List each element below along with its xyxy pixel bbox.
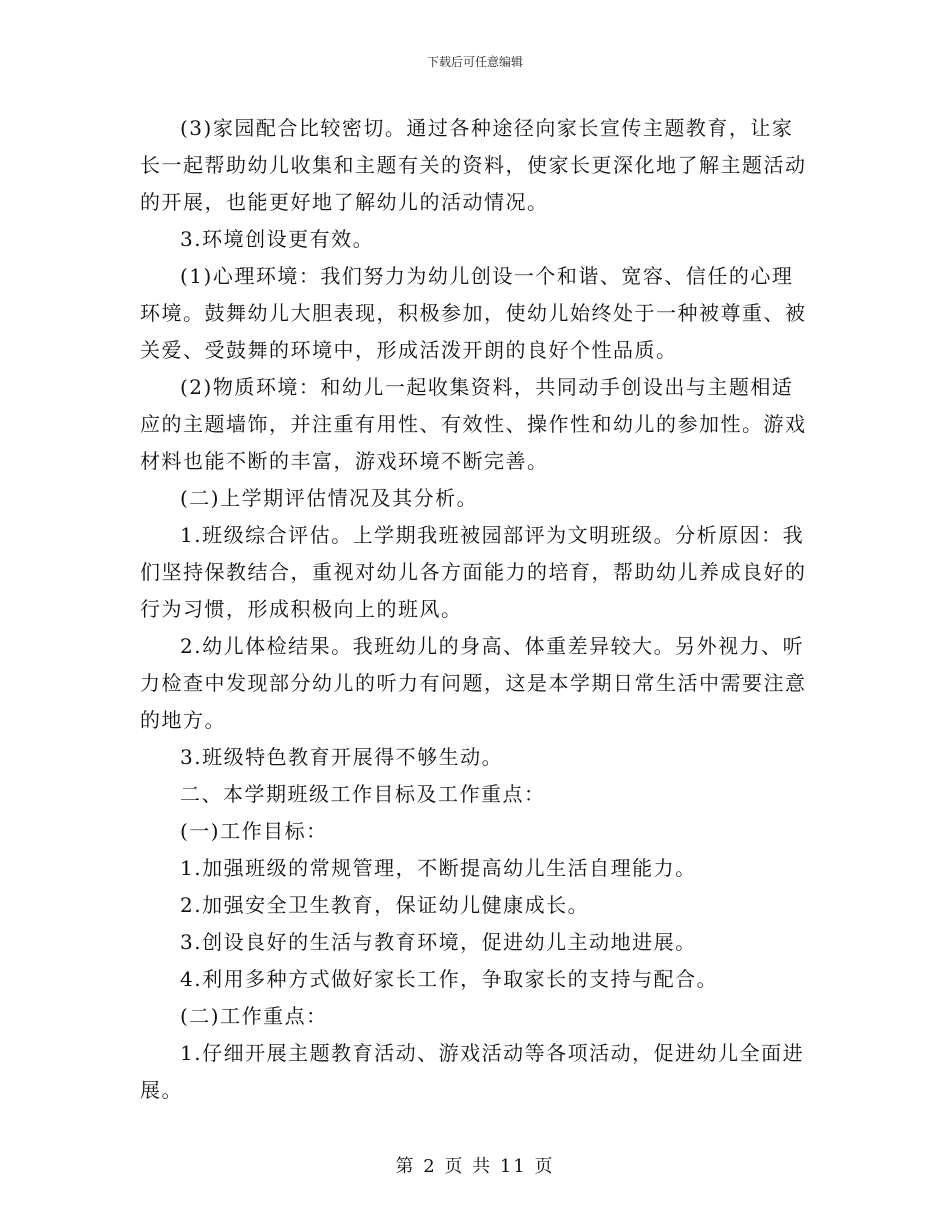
document-body <box>140 110 812 1109</box>
paragraph: 二、本学期班级工作目标及工作重点： <box>180 782 546 806</box>
header-note: 下载后可任意编辑 <box>426 55 523 69</box>
paragraph: 2.加强安全卫生教育，保证幼儿健康成长。 <box>180 893 590 917</box>
paragraph: (二)工作重点： <box>180 1004 328 1028</box>
paragraph: 2.幼儿体检结果。我班幼儿的身高、体重差异较大。另外视力、听力检查中发现部分幼儿的听力有问题，这是本学期日常生活中需要注意的地方。 <box>140 634 807 732</box>
paragraph: 1.班级综合评估。上学期我班被园部评为文明班级。分析原因：我们坚持保教结合，重视对幼儿各方面能力的培育，帮助幼儿养成良好的行为习惯，形成积极向上的班风。 <box>140 523 807 621</box>
paragraph: 4.利用多种方式做好家长工作，争取家长的支持与配合。 <box>180 967 719 991</box>
paragraph: 1.加强班级的常规管理，不断提高幼儿生活自理能力。 <box>180 856 697 880</box>
paragraph: 3.创设良好的生活与教育环境，促进幼儿主动地进展。 <box>180 930 697 954</box>
paragraph: 3.环境创设更有效。 <box>180 227 375 251</box>
paragraph: (3)家园配合比较密切。通过各种途径向家长宣传主题教育，让家长一起帮助幼儿收集和主题有关的资料，使家长更深化地了解主题活动的开展，也能更好地了解幼儿的活动情况。 <box>140 116 807 214</box>
paragraph: 1.仔细开展主题教育活动、游戏活动等各项活动，促进幼儿全面进展。 <box>140 1041 805 1102</box>
page-number-footer: 第 2 页 共 11 页 <box>395 1156 555 1177</box>
paragraph: 3.班级特色教育开展得不够生动。 <box>180 745 504 769</box>
paragraph: (1)心理环境：我们努力为幼儿创设一个和谐、宽容、信任的心理环境。鼓舞幼儿大胆表现，积极参加，使幼儿始终处于一种被尊重、被关爱、受鼓舞的环境中，形成活泼开朗的良好个性品质。 <box>140 264 807 362</box>
paragraph: (二)上学期评估情况及其分析。 <box>180 486 479 510</box>
paragraph: (一)工作目标： <box>180 819 328 843</box>
paragraph: (2)物质环境：和幼儿一起收集资料，共同动手创设出与主题相适应的主题墙饰，并注重有用性、有效性、操作性和幼儿的参加性。游戏材料也能不断的丰富，游戏环境不断完善。 <box>140 375 807 473</box>
